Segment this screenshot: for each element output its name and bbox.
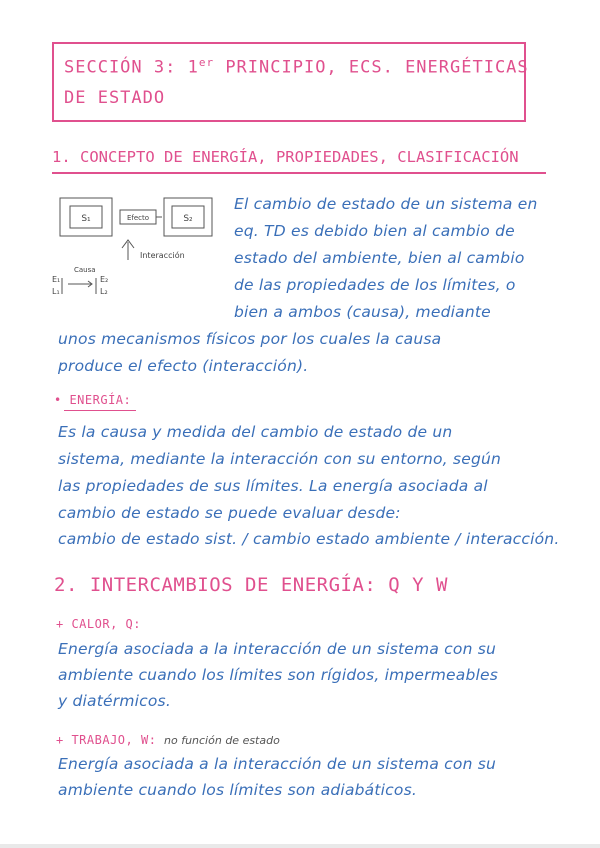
e2-label: E₂	[100, 275, 109, 284]
intro-line-7: produce el efecto (interacción).	[58, 357, 309, 375]
heading-intercambios-energia: 2. INTERCAMBIOS DE ENERGÍA: Q Y W	[54, 574, 448, 596]
energia-line-1: Es la causa y medida del cambio de estado de un	[58, 423, 453, 441]
calor-heading: + CALOR, Q:	[56, 617, 141, 631]
intro-line-6: unos mecanismos físicos por los cuales la causa	[58, 330, 442, 348]
intro-line-3: estado del ambiente, bien al cambio	[234, 249, 525, 267]
intro-line-4: de las propiedades de los límites, o	[234, 276, 516, 294]
section-title-box	[52, 42, 529, 122]
energia-underline	[64, 410, 136, 411]
intro-line-5: bien a ambos (causa), mediante	[234, 303, 491, 321]
calor-line-1: Energía asociada a la interacción de un sistema con su	[58, 640, 497, 658]
trabajo-line-2: ambiente cuando los límites son adiabáticos.	[58, 781, 417, 799]
trabajo-line-1: Energía asociada a la interacción de un sistema con su	[58, 755, 497, 773]
cause-label: Causa	[74, 266, 96, 274]
energia-line-2: sistema, mediante la interacción con su entorno, según	[58, 450, 502, 468]
system-diagram	[48, 190, 218, 310]
cause-arrow	[62, 278, 96, 294]
energia-line-5: cambio de estado sist. / cambio estado ambiente / interacción.	[58, 530, 560, 548]
heading-concepto-energia: 1. CONCEPTO DE ENERGÍA, PROPIEDADES, CLASIFICACIÓN	[52, 148, 519, 166]
s2-label: S₂	[183, 214, 193, 224]
trabajo-note: no función de estado	[164, 734, 280, 747]
e1-label: E₁	[52, 275, 61, 284]
interaction-label: Interacción	[140, 251, 185, 260]
calor-line-3: y diatérmicos.	[58, 692, 171, 710]
page-bottom-edge	[0, 844, 600, 848]
energia-heading: • ENERGÍA:	[54, 393, 132, 407]
l2-label: L₂	[100, 287, 108, 296]
trabajo-heading: + TRABAJO, W:	[56, 733, 157, 747]
intro-line-2: eq. TD es debido bien al cambio de	[234, 222, 515, 240]
energia-line-4: cambio de estado se puede evaluar desde:	[58, 504, 401, 522]
effect-label: Efecto	[126, 214, 150, 222]
energia-line-3: las propiedades de sus límites. La energía asociada al	[58, 477, 488, 495]
heading-1-underline	[52, 172, 546, 174]
interaction-arrow-icon	[122, 240, 134, 260]
section-title-line-2: DE ESTADO	[64, 88, 166, 108]
s1-label: S₁	[81, 214, 91, 224]
l1-label: L₁	[52, 287, 60, 296]
calor-line-2: ambiente cuando los límites son rígidos, impermeables	[58, 666, 499, 684]
intro-line-1: El cambio de estado de un sistema en	[234, 195, 538, 213]
section-title-line-1: SECCIÓN 3: 1er PRINCIPIO, ECS. ENERGÉTICAS	[64, 56, 529, 78]
